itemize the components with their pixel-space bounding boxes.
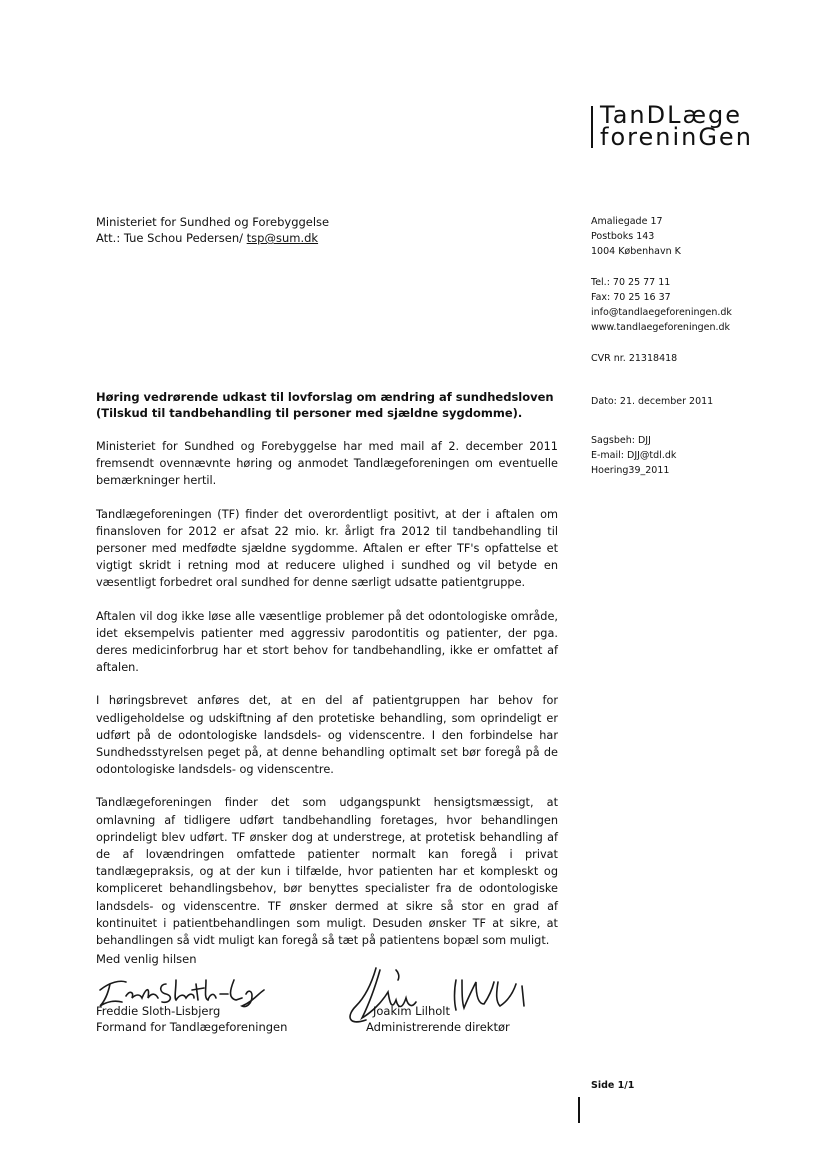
body-paragraph: I høringsbrevet anføres det, at en del af patientgruppen har behov for vedligeholdelse og udskiftning af den protetiske behandling, som oprindeligt er udført på de odontologiske landsdels- og videnscentre. I den forbindelse har Sundhedsstyrelsen peget på, at denne behandling optimalt set bør foregå på de odontologiske landsdels- og videnscentre. xyxy=(96,694,558,777)
subject-line-1: Høring vedrørende udkast til lovforslag om ændring af sundhedsloven xyxy=(96,390,554,404)
sender-sidebar xyxy=(591,214,791,494)
body-paragraph: Aftalen vil dog ikke løse alle væsentlige problemer på det odontologiske område, idet eksempelvis patienter med aggressiv parodontitis og patienter, der pga. deres medicinforbrug har et stort behov for tandbehandling, ikke er omfattet af aftalen. xyxy=(96,609,558,675)
signatory-title: Formand for Tandlægeforeningen xyxy=(96,1020,288,1034)
address-line: Amaliegade 17 xyxy=(591,216,663,227)
sender-tel: Tel.: 70 25 77 11 xyxy=(591,277,671,288)
recipient-attention xyxy=(96,230,329,246)
address-line: 1004 København K xyxy=(591,246,681,257)
signatory-title: Administrerende direktør xyxy=(366,1020,510,1034)
sender-address xyxy=(591,214,791,259)
case-handler-email[interactable]: E-mail: DJJ@tdl.dk xyxy=(591,450,677,461)
sender-contact xyxy=(591,275,791,335)
page-number: Side 1/1 xyxy=(591,1080,635,1091)
sender-fax: Fax: 70 25 16 37 xyxy=(591,292,671,303)
attention-text: Att.: Tue Schou Pedersen/ xyxy=(96,231,247,245)
body-paragraph: Tandlægeforeningen (TF) finder det overordentligt positivt, at der i aftalen om finansloven for 2012 er afsat 22 mio. kr. årligt fra 2012 til tandbehandling til personer med medfødte sjældne sygdomme. Aftalen er efter TF's opfattelse et vigtigt skridt i retning mod at reducere ulighed i sundhed og vil betyde en væsentligt forbedret oral sundhed for denne særligt udsatte patientgruppe. xyxy=(96,507,558,590)
sender-website[interactable]: www.tandlaegeforeningen.dk xyxy=(591,322,731,333)
recipient-email-link[interactable]: tsp@sum.dk xyxy=(246,231,319,245)
address-line: Postboks 143 xyxy=(591,231,655,242)
recipient-block xyxy=(96,214,329,246)
logo-line-2: foreninGen xyxy=(600,123,753,151)
signatory-name: Joakim Lilholt xyxy=(373,1004,451,1018)
logo-bar xyxy=(591,106,593,148)
recipient-name: Ministeriet for Sundhed og Forebyggelse xyxy=(96,215,330,229)
sender-email[interactable]: info@tandlaegeforeningen.dk xyxy=(591,307,732,318)
body-paragraph: Tandlægeforeningen finder det som udgangspunkt hensigtsmæssigt, at omlavning af tidligere udført tandbehandling foretages, hvor behandlingen oprindeligt blev udført. TF ønsker dog at understrege, at protetisk behandling af de af lovændringen omfattede patienter normalt kan foregå i privat tandlægepraksis, og at der kun i tilfælde, hvor patienten har et kompleskt og kompliceret behandlingsbehov, bør benyttes specialister fra de odontologiske landsdels- og videnscentre. TF ønsker dermed at sikre så stor en grad af kontinuitet i patientbehandlingen som muligt. Desuden ønsker TF at sikre, at behandlingen så vidt muligt kan foregå så tæt på patientens bopæl som muligt. xyxy=(96,796,558,948)
letter-date: Dato: 21. december 2011 xyxy=(591,396,714,407)
case-handler-name: Sagsbeh: DJJ xyxy=(591,435,651,446)
body-paragraph: Ministeriet for Sundhed og Forebyggelse har med mail af 2. december 2011 fremsendt ovennævnte høring og anmodet Tandlægeforeningen om eventuelle bemærkninger hertil. xyxy=(96,440,558,488)
logo-line-1: TanDLæge xyxy=(600,101,743,129)
letter-body xyxy=(96,438,558,965)
closing-greeting: Med venlig hilsen xyxy=(96,952,197,966)
page-margin-mark xyxy=(578,1097,580,1123)
sender-cvr: CVR nr. 21318418 xyxy=(591,353,678,364)
case-reference: Hoering39_2011 xyxy=(591,465,670,476)
letter-subject xyxy=(96,389,566,421)
case-handler xyxy=(591,433,791,478)
signatory-name: Freddie Sloth-Lisbjerg xyxy=(96,1004,221,1018)
organization-logo xyxy=(600,101,753,151)
subject-line-2: (Tilskud til tandbehandling til personer med sjældne sygdomme). xyxy=(96,406,523,420)
